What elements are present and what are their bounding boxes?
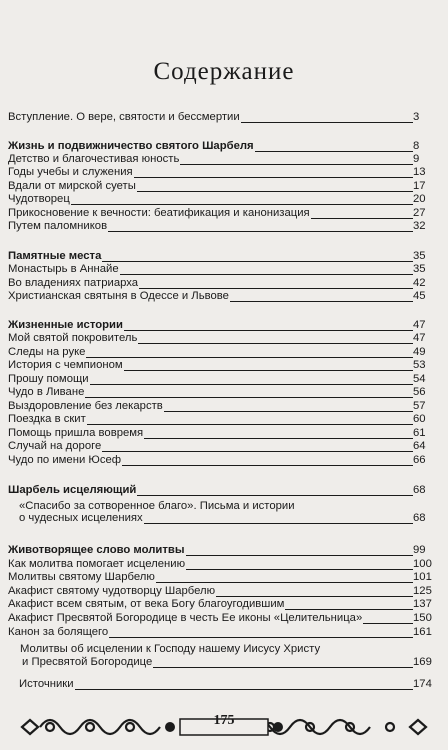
toc-entry	[0, 678, 448, 691]
toc-entry-title: Источники	[19, 678, 74, 690]
toc-entry-page: 49	[413, 346, 426, 358]
toc-entry-title: Поездка в скит	[8, 413, 86, 425]
toc-entry	[0, 207, 448, 220]
toc-entry-title: Акафист Пресвятой Богородице в честь Ее иконы «Целительница»	[8, 612, 363, 624]
toc-entry-page: 137	[413, 598, 432, 610]
toc-entry	[0, 193, 448, 206]
toc-section-heading	[0, 250, 448, 263]
toc-entry-page: 35	[413, 263, 426, 275]
toc-entry-title: Вдали от мирской суеты	[8, 180, 136, 192]
toc-entry-page: 53	[413, 359, 426, 371]
toc-entry-title: Молитвы святому Шарбелю	[8, 571, 155, 583]
toc-entry	[0, 585, 448, 598]
toc-entry-title: Акафист святому чудотворцу Шарбелю	[8, 585, 216, 597]
toc-entry-title: Во владениях патриарха	[8, 277, 139, 289]
toc-entry-title: Помощь пришла вовремя	[8, 427, 144, 439]
toc-entry-page: 150	[413, 612, 432, 624]
toc-entry-page: 64	[413, 440, 426, 452]
toc-entry-page: 57	[413, 400, 426, 412]
toc-entry	[0, 290, 448, 303]
toc-section-heading	[0, 484, 448, 497]
toc-entry-page: 60	[413, 413, 426, 425]
toc-entry-title: Чудотворец	[8, 193, 70, 205]
toc-entry-title: Жизненные истории	[8, 319, 123, 331]
toc-entry	[0, 598, 448, 611]
toc-entry	[0, 263, 448, 276]
toc-entry-title: и Пресвятой Богородице	[22, 656, 153, 668]
toc-entry-title: Чудо по имени Юсеф	[8, 454, 122, 466]
toc-entry-page: 42	[413, 277, 426, 289]
toc-entry	[0, 111, 448, 124]
page-title: Содержание	[153, 58, 295, 85]
toc-entry	[0, 386, 448, 399]
toc-entry-title: История с чемпионом	[8, 359, 123, 371]
toc-entry-title: Жизнь и подвижничество святого Шарбеля	[8, 140, 254, 152]
toc-entry-page: 161	[413, 626, 432, 638]
toc-entry-title: Чудо в Ливане	[8, 386, 85, 398]
toc-entry	[0, 558, 448, 571]
toc-entry-page: 68	[413, 512, 426, 524]
toc-entry-title: Прошу помощи	[8, 373, 89, 385]
toc-entry-title: Мой святой покровитель	[8, 332, 138, 344]
toc-entry-page: 125	[413, 585, 432, 597]
toc-entry	[0, 440, 448, 453]
toc-entry-title: Детство и благочестивая юность	[8, 153, 180, 165]
toc-entry-title: Шарбель исцеляющий	[8, 484, 137, 496]
toc-section-heading	[0, 319, 448, 332]
toc-entry	[0, 400, 448, 413]
toc-leader-line	[19, 689, 413, 690]
toc-entry	[0, 427, 448, 440]
toc-entry	[0, 220, 448, 233]
toc-entry-page: 101	[413, 571, 432, 583]
toc-entry	[0, 153, 448, 166]
toc-entry	[0, 373, 448, 386]
toc-entry-title: Случай на дороге	[8, 440, 102, 452]
toc-entry-page: 47	[413, 332, 426, 344]
toc-entry-page: 9	[413, 153, 420, 165]
toc-section-heading	[0, 140, 448, 153]
toc-entry	[0, 332, 448, 345]
toc-entry-page: 20	[413, 193, 426, 205]
toc-entry-page: 32	[413, 220, 426, 232]
toc-entry-page: 99	[413, 544, 426, 556]
toc-entry	[0, 359, 448, 372]
toc-entry	[0, 571, 448, 584]
toc-entry-page: 174	[413, 678, 432, 690]
toc-entry	[0, 626, 448, 639]
toc-entry-page: 47	[413, 319, 426, 331]
toc-entry-title: Как молитва помогает исцелению	[8, 558, 186, 570]
toc-entry-title: Следы на руке	[8, 346, 86, 358]
toc-entry-title: Канон за болящего	[8, 626, 109, 638]
toc-entry-page: 8	[413, 140, 420, 152]
toc-entry	[0, 180, 448, 193]
page-number: 175	[213, 713, 235, 728]
toc-entry-title: Вступление. О вере, святости и бессмертии	[8, 111, 240, 123]
toc-entry-page: 61	[413, 427, 426, 439]
toc-entry-title: о чудесных исцелениях	[19, 512, 143, 524]
toc-entry-page: 68	[413, 484, 426, 496]
toc-entry	[0, 643, 448, 656]
toc-entry-page: 45	[413, 290, 426, 302]
toc-entry	[0, 166, 448, 179]
toc-entry	[0, 612, 448, 625]
toc-entry-title: «Спасибо за сотворенное благо». Письма и истории	[19, 500, 295, 512]
toc-entry-title: Молитвы об исцелении к Господу нашему Иисусу Христу	[20, 643, 321, 655]
toc-entry-page: 169	[413, 656, 432, 668]
toc-entry	[0, 277, 448, 290]
toc-entry	[0, 454, 448, 467]
toc-entry-page: 100	[413, 558, 432, 570]
toc-entry-page: 66	[413, 454, 426, 466]
toc-entry	[0, 512, 448, 525]
toc-entry-title: Выздоровление без лекарств	[8, 400, 163, 412]
toc-entry-page: 3	[413, 111, 420, 123]
toc-entry-page: 17	[413, 180, 426, 192]
toc-entry	[0, 656, 448, 669]
toc-entry-title: Животворящее слово молитвы	[8, 544, 185, 556]
toc-entry-title: Христианская святыня в Одессе и Львове	[8, 290, 229, 302]
toc-entry-title: Монастырь в Аннайе	[8, 263, 119, 275]
toc-entry-page: 13	[413, 166, 426, 178]
toc-entry	[0, 413, 448, 426]
toc-entry-title: Акафист всем святым, от века Богу благоугодившим	[8, 598, 285, 610]
toc-entry-title: Годы учебы и служения	[8, 166, 133, 178]
toc-entry-page: 54	[413, 373, 426, 385]
toc-entry-page: 35	[413, 250, 426, 262]
toc-entry-title: Прикосновение к вечности: беатификация и канонизация	[8, 207, 310, 219]
toc-entry-title: Путем паломников	[8, 220, 108, 232]
toc-entry-page: 56	[413, 386, 426, 398]
toc-section-heading	[0, 544, 448, 557]
toc-entry-title: Памятные места	[8, 250, 102, 262]
toc-entry-page: 27	[413, 207, 426, 219]
toc-entry	[0, 346, 448, 359]
